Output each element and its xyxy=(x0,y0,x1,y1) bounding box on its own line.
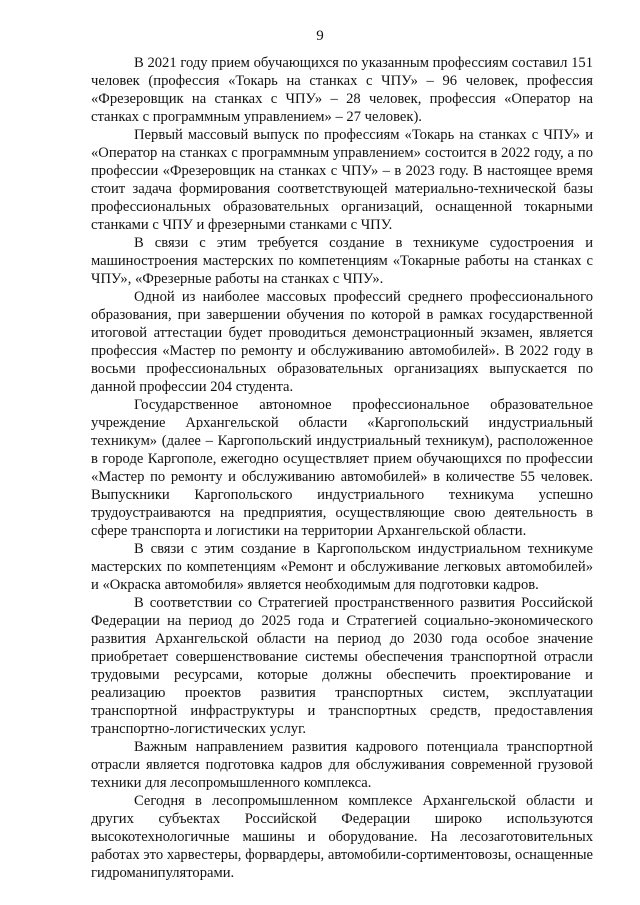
paragraph-3: В связи с этим требуется создание в техникуме судостроения и машиностроения мастерских по компетенциям «Токарные работы на станках с ЧПУ», «Фрезерные работы на станках с ЧПУ». xyxy=(91,235,593,287)
paragraph-5: Государственное автономное профессиональное образовательное учреждение Архангельской области «Каргопольский индустриальный техникум» (далее – Каргопольский индустриальный техникум), расположенное в городе Каргополе, ежегодно осуществляет прием обучающихся по профессии «Мастер по ремонту и обслуживанию автомобилей» в количестве 55 человек. Выпускники Каргопольского индустриального техникума успешно трудоустраиваются на предприятия, осуществляющие свою деятельность в сфере транспорта и логистики на территории Архангельской области. xyxy=(91,397,593,539)
paragraph-2: Первый массовый выпуск по профессиям «Токарь на станках с ЧПУ» и «Оператор на станках с программным управлением» состоится в 2022 году, а по профессии «Фрезеровщик на станках с ЧПУ» – в 2023 году. В настоящее время стоит задача формирования соответствующей материально-технической базы профессиональных образовательных организаций, оснащенной токарными станками с ЧПУ и фрезерными станками с ЧПУ. xyxy=(91,127,593,233)
paragraph-4: Одной из наиболее массовых профессий среднего профессионального образования, при завершении обучения по которой в рамках государственной итоговой аттестации будет проводиться демонстрационный экзамен, является профессия «Мастер по ремонту и обслуживанию автомобилей». В 2022 году в восьми профессиональных образовательных организациях выпускается по данной профессии 204 студента. xyxy=(91,289,593,395)
paragraph-8: Важным направлением развития кадрового потенциала транспортной отрасли является подготовка кадров для обслуживания современной грузовой техники для лесопромышленного комплекса. xyxy=(91,739,593,791)
paragraph-7: В соответствии со Стратегией пространственного развития Российской Федерации на период до 2025 года и Стратегией социально-экономического развития Архангельской области на период до 2030 года особое значение приобретает совершенствование системы обеспечения транспортной отрасли трудовыми ресурсами, которые должны обеспечить проектирование и реализацию проектов развития транспортных систем, эксплуатации транспортной инфраструктуры и транспортных средств, предоставления транспортно-логистических услуг. xyxy=(91,595,593,737)
page-number: 9 xyxy=(316,28,324,44)
paragraph-1: В 2021 году прием обучающихся по указанным профессиям составил 151 человек (профессия «Токарь на станках с ЧПУ» – 96 человек, профессия «Фрезеровщик на станках с ЧПУ» – 28 человек, профессия «Оператор на станках с программным управлением» – 27 человек). xyxy=(91,55,593,125)
body-text xyxy=(91,54,593,882)
paragraph-9: Сегодня в лесопромышленном комплексе Архангельской области и других субъектах Российской Федерации широко используются высокотехнологичные машины и оборудование. На лесозаготовительных работах это харвестеры, форвардеры, автомобили-сортиментовозы, оснащенные гидроманипуляторами. xyxy=(91,793,593,881)
paragraph-6: В связи с этим создание в Каргопольском индустриальном техникуме мастерских по компетенциям «Ремонт и обслуживание легковых автомобилей» и «Окраска автомобиля» является необходимым для подготовки кадров. xyxy=(91,541,593,593)
